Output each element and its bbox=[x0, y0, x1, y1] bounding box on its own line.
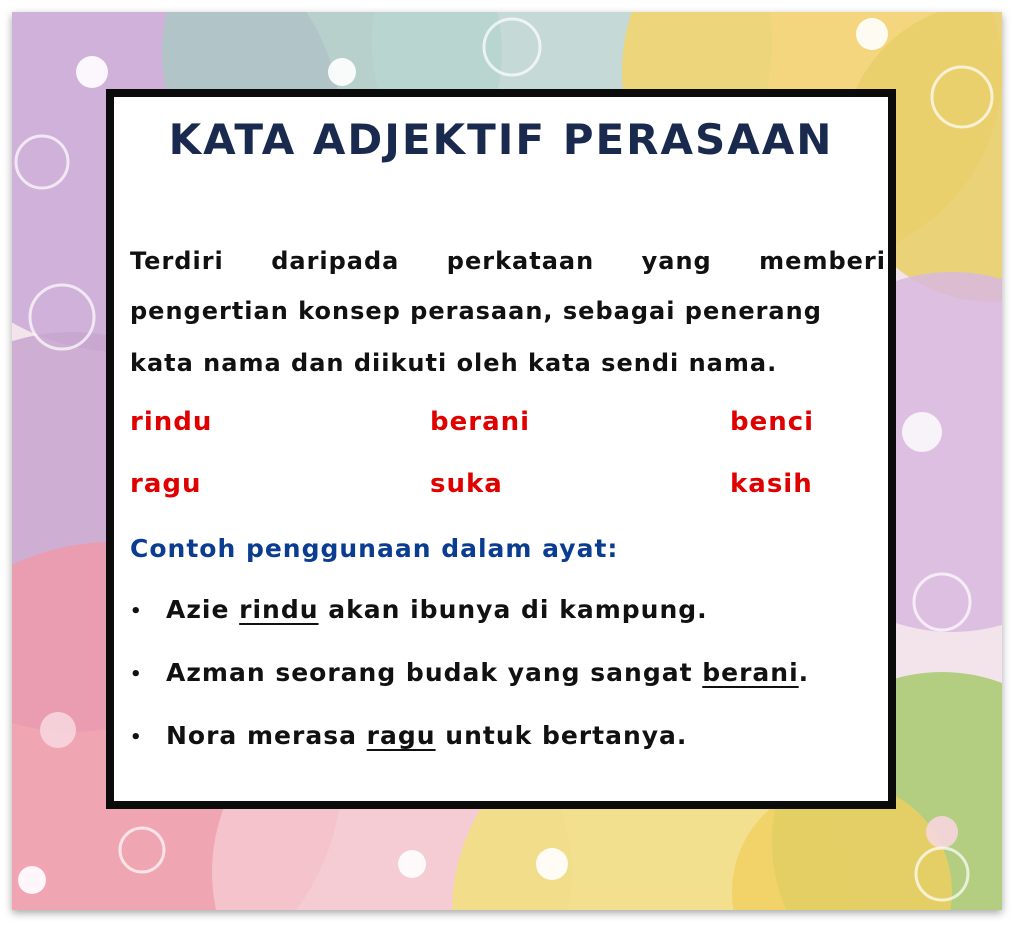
adjective-word: kasih bbox=[730, 469, 813, 499]
adjective-word: benci bbox=[730, 407, 815, 437]
example-text: Azie bbox=[166, 595, 240, 624]
example-heading: Contoh penggunaan dalam ayat: bbox=[130, 534, 619, 563]
example-item bbox=[130, 658, 809, 687]
description-line-3: kata nama dan diikuti oleh kata sendi nama. bbox=[130, 349, 778, 377]
adjective-word: rindu bbox=[130, 407, 213, 437]
example-item bbox=[130, 721, 687, 750]
example-text: Nora merasa bbox=[166, 721, 367, 750]
example-text: akan ibunya di kampung. bbox=[318, 595, 708, 624]
content-card bbox=[106, 89, 896, 809]
example-text: untuk bertanya. bbox=[435, 721, 688, 750]
example-text: . bbox=[798, 658, 810, 687]
page-title: KATA ADJEKTIF PERASAAN bbox=[168, 115, 834, 164]
adjective-word: ragu bbox=[130, 469, 202, 499]
description-line-2: pengertian konsep perasaan, sebagai penerang bbox=[130, 297, 822, 325]
adjective-word: berani bbox=[430, 407, 531, 437]
adjective-word: suka bbox=[430, 469, 503, 499]
description-word: yang bbox=[641, 247, 712, 275]
example-keyword: berani bbox=[702, 658, 799, 687]
example-keyword: rindu bbox=[239, 595, 319, 624]
bullet-icon: • bbox=[130, 663, 143, 685]
description-word: memberi bbox=[759, 247, 886, 275]
description-word: Terdiri bbox=[130, 247, 224, 275]
bullet-icon: • bbox=[130, 726, 143, 748]
example-keyword: ragu bbox=[366, 721, 436, 750]
description-word: daripada bbox=[271, 247, 400, 275]
slide-frame bbox=[12, 12, 1002, 910]
description-line-1 bbox=[130, 247, 886, 275]
example-text: Azman seorang budak yang sangat bbox=[166, 658, 703, 687]
bullet-icon: • bbox=[130, 600, 143, 622]
description-word: perkataan bbox=[446, 247, 595, 275]
example-item bbox=[130, 595, 708, 624]
